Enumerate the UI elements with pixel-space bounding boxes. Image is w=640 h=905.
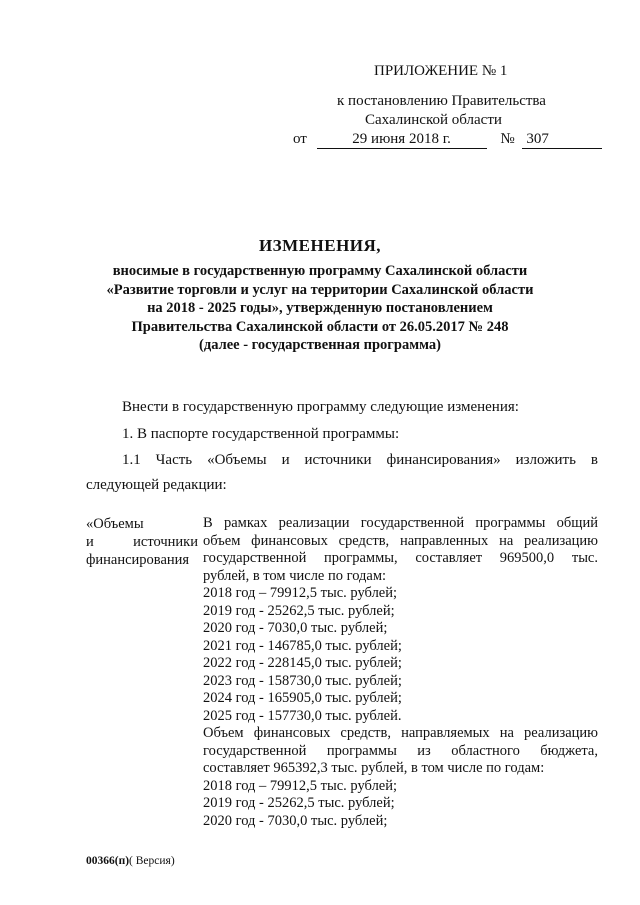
document-heading: ИЗМЕНЕНИЯ, [258, 236, 382, 255]
left-line: финансирования [86, 552, 190, 568]
funding-line: рублей, в том числе по годам: [203, 567, 387, 584]
word: 1.1 [122, 452, 141, 468]
appendix-label: ПРИЛОЖЕНИЕ № 1 [374, 63, 508, 79]
year-line: 2019 год - 25262,5 тыс. рублей; [203, 602, 395, 619]
year-line: 2024 год - 165905,0 тыс. рублей; [203, 690, 402, 706]
document-code: 00366(п) [86, 855, 130, 867]
year-line: 2023 год - 158730,0 тыс. рублей; [203, 672, 402, 689]
title-subtitle [60, 262, 580, 355]
word: изложить [515, 452, 576, 468]
intro-paragraph: Внести в государственную программу следующие изменения: [122, 399, 519, 415]
funding-line: составляет 965392,3 тыс. рублей, в том числе по годам: [203, 760, 545, 776]
item-1-1-line-2: следующей редакции: [86, 477, 227, 493]
from-label: от [293, 131, 307, 147]
document-footer [86, 855, 175, 867]
funding-line: В рамках реализации государственной программы общий [203, 515, 598, 531]
number-label: № [500, 131, 515, 147]
left-line [86, 533, 198, 551]
year-line: 2020 год - 7030,0 тыс. рублей; [203, 812, 388, 829]
year-line: 2021 год - 146785,0 тыс. рублей; [203, 637, 402, 654]
table-left-cell [86, 515, 198, 569]
header-date-row [293, 130, 602, 149]
title-line: (далее - государственная программа) [199, 337, 441, 353]
table-right-cell [203, 515, 598, 830]
title-block [60, 236, 580, 256]
year-line: 2018 год – 79912,5 тыс. рублей; [203, 585, 398, 601]
title-line: вносимые в государственную программу Сахалинской области [112, 263, 528, 279]
funding-line: Объем финансовых средств, направляемых на реализацию [203, 725, 598, 741]
title-line: Правительства Сахалинской области от 26.05.2017 № 248 [131, 318, 509, 335]
word: и [86, 534, 94, 550]
title-line: «Развитие торговли и услуг на территории Сахалинской области [106, 281, 534, 298]
header-line-2: Сахалинской области [365, 112, 502, 128]
left-line: «Объемы [86, 516, 144, 532]
word: и [281, 452, 290, 468]
year-line: 2025 год - 157730,0 тыс. рублей. [203, 707, 402, 724]
word: «Объемы [207, 452, 267, 468]
item-1: 1. В паспорте государственной программы: [122, 426, 400, 442]
funding-line: объем финансовых средств, направленных на реализацию [203, 532, 598, 549]
header-line-1: к постановлению Правительства [337, 93, 546, 109]
year-line: 2019 год - 25262,5 тыс. рублей; [203, 795, 395, 811]
word: Часть [155, 452, 193, 468]
funding-line: государственной программы из областного бюджета, [203, 742, 598, 759]
year-line: 2020 год - 7030,0 тыс. рублей; [203, 620, 388, 636]
document-version: ( Версия) [129, 855, 175, 867]
word: в [590, 452, 598, 468]
word: источники [304, 452, 372, 468]
year-line: 2018 год – 79912,5 тыс. рублей; [203, 777, 398, 794]
funding-line: государственной программы, составляет 969500,0 тыс. [203, 550, 598, 566]
word: финансирования» [386, 452, 501, 468]
item-1-1-line-1 [122, 451, 598, 469]
title-line: на 2018 - 2025 годы», утвержденную постановлением [147, 300, 493, 316]
decree-number: 307 [522, 130, 602, 149]
decree-date: 29 июня 2018 г. [317, 130, 487, 149]
word: источники [133, 534, 198, 550]
year-line: 2022 год - 228145,0 тыс. рублей; [203, 655, 402, 671]
